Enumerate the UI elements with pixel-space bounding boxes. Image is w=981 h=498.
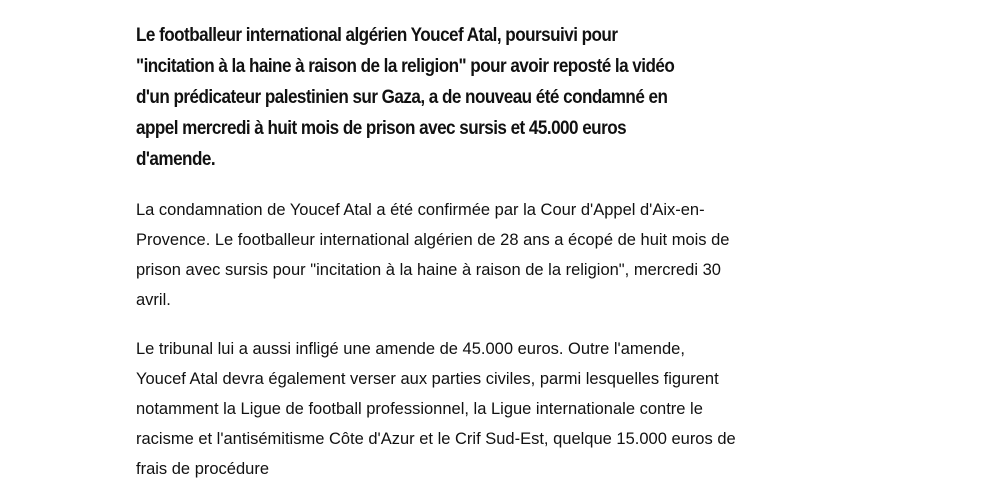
article-lead: Le footballeur international algérien Youcef Atal, poursuivi pour "incitation à la haine à raison de la religion" pour avoir reposté la vidéo d'un prédicateur palestinien sur Gaza, a de nouveau été condamné en appel mercredi à huit mois de prison avec sursis et 45.000 euros d'amende. [136,25,675,170]
article-paragraph: La condamnation de Youcef Atal a été confirmée par la Cour d'Appel d'Aix-en-Provence. Le footballeur international algérien de 28 ans a écopé de huit mois de prison avec sursis pour "incitation à la haine à raison de la religion", mercredi 30 avril. [136,201,730,309]
article-paragraph: Le tribunal lui a aussi infligé une amende de 45.000 euros. Outre l'amende, Youcef Atal devra également verser aux parties civiles, parmi lesquelles figurent notamment la Ligue de football professionnel, la Ligue internationale contre le racisme et l'antisémitisme Côte d'Azur et le Crif Sud-Est, quelque 15.000 euros de frais de procédure [136,340,736,478]
article-body [136,20,736,478]
